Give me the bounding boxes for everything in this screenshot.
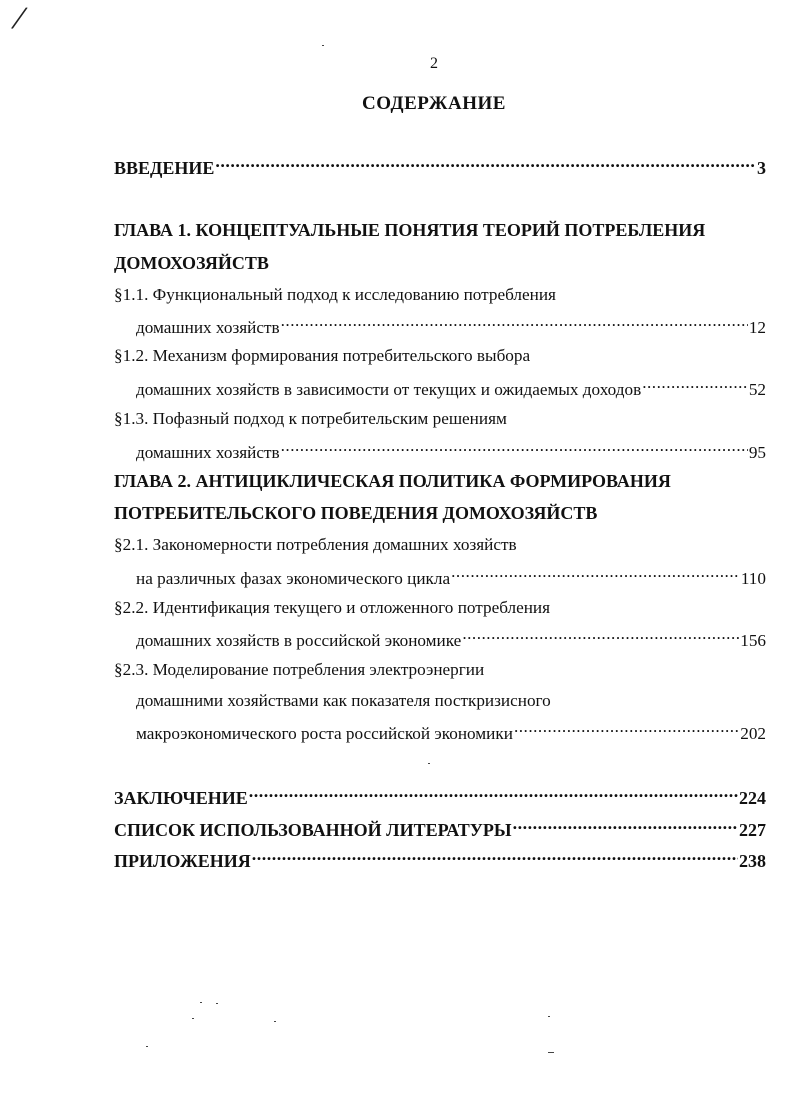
chapter-1-title-line-1[interactable]: ГЛАВА 1. КОНЦЕПТУАЛЬНЫЕ ПОНЯТИЯ ТЕОРИЙ ПОТРЕБЛЕНИЯ: [114, 220, 706, 240]
toc-entry-page: 3: [757, 158, 766, 178]
scan-speck: [146, 1046, 148, 1047]
toc-entry-section-1-2[interactable]: [136, 378, 766, 400]
section-2-3-title[interactable]: §2.3. Моделирование потребления электроэнергии: [114, 660, 485, 679]
scan-speck: [200, 1002, 202, 1003]
toc-entry-label: на различных фазах экономического цикла: [136, 569, 451, 589]
toc-entry-label: ЗАКЛЮЧЕНИЕ: [114, 788, 248, 808]
toc-entry-section-2-1[interactable]: [136, 567, 766, 589]
toc-entry-page: 95: [748, 443, 766, 463]
toc-entry-conclusion[interactable]: [114, 786, 766, 809]
toc-entry-page: 110: [740, 569, 766, 589]
leader-dots: [642, 378, 748, 395]
toc-entry-section-1-3[interactable]: [136, 441, 766, 463]
leader-dots: [462, 629, 739, 646]
scan-speck: [192, 1018, 194, 1019]
leader-dots: [252, 849, 738, 867]
leader-dots: [215, 156, 756, 174]
scan-speck: [274, 1021, 276, 1022]
toc-entry-page: 227: [739, 820, 766, 840]
toc-entry-section-1-1[interactable]: [136, 316, 766, 338]
page-title: СОДЕРЖАНИЕ: [362, 93, 506, 114]
leader-dots: [249, 786, 738, 804]
scan-speck: [322, 45, 324, 46]
toc-entry-introduction[interactable]: [114, 156, 766, 179]
page-number: 2: [430, 55, 438, 72]
leader-dots: [513, 818, 738, 836]
section-2-1-title[interactable]: §2.1. Закономерности потребления домашних хозяйств: [114, 535, 517, 554]
toc-entry-page: 156: [740, 631, 766, 651]
toc-entry-section-2-3[interactable]: [136, 722, 766, 744]
toc-entry-appendix[interactable]: [114, 849, 766, 872]
toc-entry-references[interactable]: [114, 818, 766, 841]
toc-entry-label: домашних хозяйств: [136, 443, 280, 463]
leader-dots: [451, 567, 740, 584]
section-2-2-title[interactable]: §2.2. Идентификация текущего и отложенного потребления: [114, 598, 551, 617]
toc-entry-label: ВВЕДЕНИЕ: [114, 158, 215, 178]
toc-entry-section-2-2[interactable]: [136, 629, 766, 651]
toc-entry-label: домашних хозяйств: [136, 318, 280, 338]
leader-dots: [514, 722, 739, 739]
scan-speck: [216, 1003, 218, 1004]
toc-entry-page: 202: [740, 724, 766, 744]
leader-dots: [281, 316, 748, 333]
section-1-1-title[interactable]: §1.1. Функциональный подход к исследованию потребления: [114, 285, 556, 304]
toc-entry-page: 12: [748, 318, 766, 338]
scan-speck: [548, 1016, 550, 1017]
chapter-2-title-line-2[interactable]: ПОТРЕБИТЕЛЬСКОГО ПОВЕДЕНИЯ ДОМОХОЗЯЙСТВ: [114, 503, 598, 523]
toc-entry-page: 238: [739, 851, 766, 871]
scan-speck: [548, 1052, 554, 1053]
toc-entry-label: СПИСОК ИСПОЛЬЗОВАННОЙ ЛИТЕРАТУРЫ: [114, 820, 512, 840]
scan-speck: [428, 763, 430, 764]
handwritten-mark: /: [11, 0, 27, 38]
section-2-3-title-line-2[interactable]: домашними хозяйствами как показателя посткризисного: [136, 691, 551, 710]
section-1-2-title[interactable]: §1.2. Механизм формирования потребительского выбора: [114, 346, 531, 365]
chapter-2-title-line-1[interactable]: ГЛАВА 2. АНТИЦИКЛИЧЕСКАЯ ПОЛИТИКА ФОРМИРОВАНИЯ: [114, 471, 671, 491]
leader-dots: [281, 441, 748, 458]
toc-entry-page: 52: [748, 380, 766, 400]
toc-entry-label: макроэкономического роста российской экономики: [136, 724, 513, 744]
chapter-1-title-line-2[interactable]: ДОМОХОЗЯЙСТВ: [114, 253, 269, 273]
toc-entry-label: домашних хозяйств в российской экономике: [136, 631, 462, 651]
toc-entry-label: домашних хозяйств в зависимости от текущих и ожидаемых доходов: [136, 380, 642, 400]
section-1-3-title[interactable]: §1.3. Пофазный подход к потребительским решениям: [114, 409, 507, 428]
toc-entry-label: ПРИЛОЖЕНИЯ: [114, 851, 251, 871]
toc-entry-page: 224: [739, 788, 766, 808]
